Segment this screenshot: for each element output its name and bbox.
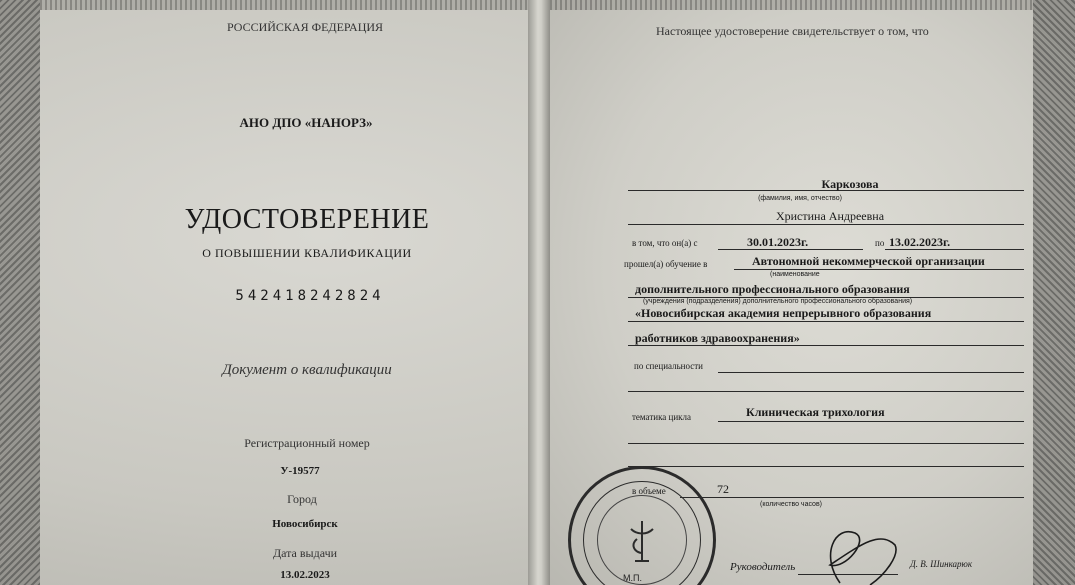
stamp-emblem — [571, 469, 713, 585]
city-value: Новосибирск — [272, 518, 338, 530]
city-label: Город — [287, 492, 317, 506]
org-line-4: работников здравоохранения» — [635, 331, 800, 345]
training-label: прошел(а) обучение в — [624, 259, 708, 269]
head-label: Руководитель — [730, 561, 796, 573]
unit-caption: (учреждения (подразделения) дополнительного профессионального образования) — [643, 298, 913, 305]
topic-line-2 — [628, 443, 1024, 444]
topic-line-3 — [628, 466, 1024, 467]
org-line-3-rule — [628, 321, 1024, 322]
hours-value: 72 — [717, 482, 729, 496]
hours-caption: (количество часов) — [760, 501, 822, 508]
topic-value: Клиническая трихология — [746, 405, 885, 419]
name-line — [628, 224, 1024, 225]
org-line-3: «Новосибирская академия непрерывного образования — [635, 306, 932, 320]
org-line-1: Автономной некоммерческой организации — [752, 254, 985, 268]
org-line-1-rule — [734, 269, 1024, 270]
specialty-line — [718, 372, 1024, 373]
spine — [528, 0, 550, 585]
head-name: Д. В. Шинкарюк — [910, 559, 973, 569]
specialty-line-2 — [628, 391, 1024, 392]
surname: Каркозова — [821, 177, 879, 191]
volume-label: в объеме — [632, 486, 666, 496]
period-label: в том, что он(а) с — [632, 238, 698, 248]
topic-label: тематика цикла — [632, 412, 692, 422]
name-caption: (наименование — [770, 271, 820, 278]
date-from: 30.01.2023г. — [747, 235, 809, 249]
right-ornament-border — [1033, 0, 1075, 585]
issue-date: 13.02.2023 — [280, 569, 330, 581]
specialty-label: по специальности — [634, 361, 703, 371]
registration-label: Регистрационный номер — [244, 436, 370, 450]
hours-line — [680, 497, 1024, 498]
official-stamp — [568, 466, 716, 585]
period-to-label: по — [875, 238, 885, 248]
top-ornament-right — [550, 0, 1033, 10]
date-to: 13.02.2023г. — [889, 235, 951, 249]
certificate-statement: Настоящее удостоверение свидетельствует о том, что — [656, 24, 929, 38]
issue-date-label: Дата выдачи — [272, 546, 338, 560]
document-subtitle: О ПОВЫШЕНИИ КВАЛИФИКАЦИИ — [202, 246, 412, 260]
registration-number: У-19577 — [280, 465, 320, 477]
fio-caption: (фамилия, имя, отчество) — [758, 195, 842, 202]
organization-name: АНО ДПО «НАНОРЗ» — [239, 115, 373, 130]
given-names: Христина Андреевна — [775, 209, 885, 223]
top-ornament-left — [40, 0, 528, 10]
country-name: РОССИЙСКАЯ ФЕДЕРАЦИЯ — [226, 20, 384, 34]
stamp-mp: М.П. — [623, 573, 642, 583]
document-title: УДОСТОВЕРЕНИЕ — [184, 204, 430, 235]
signature — [800, 515, 910, 585]
document-type: Документ о квалификации — [222, 362, 392, 378]
left-ornament-border — [0, 0, 40, 585]
org-line-2: дополнительного профессионального образования — [635, 282, 910, 296]
topic-line — [718, 421, 1024, 422]
document-number: 542418242824 — [235, 288, 385, 304]
